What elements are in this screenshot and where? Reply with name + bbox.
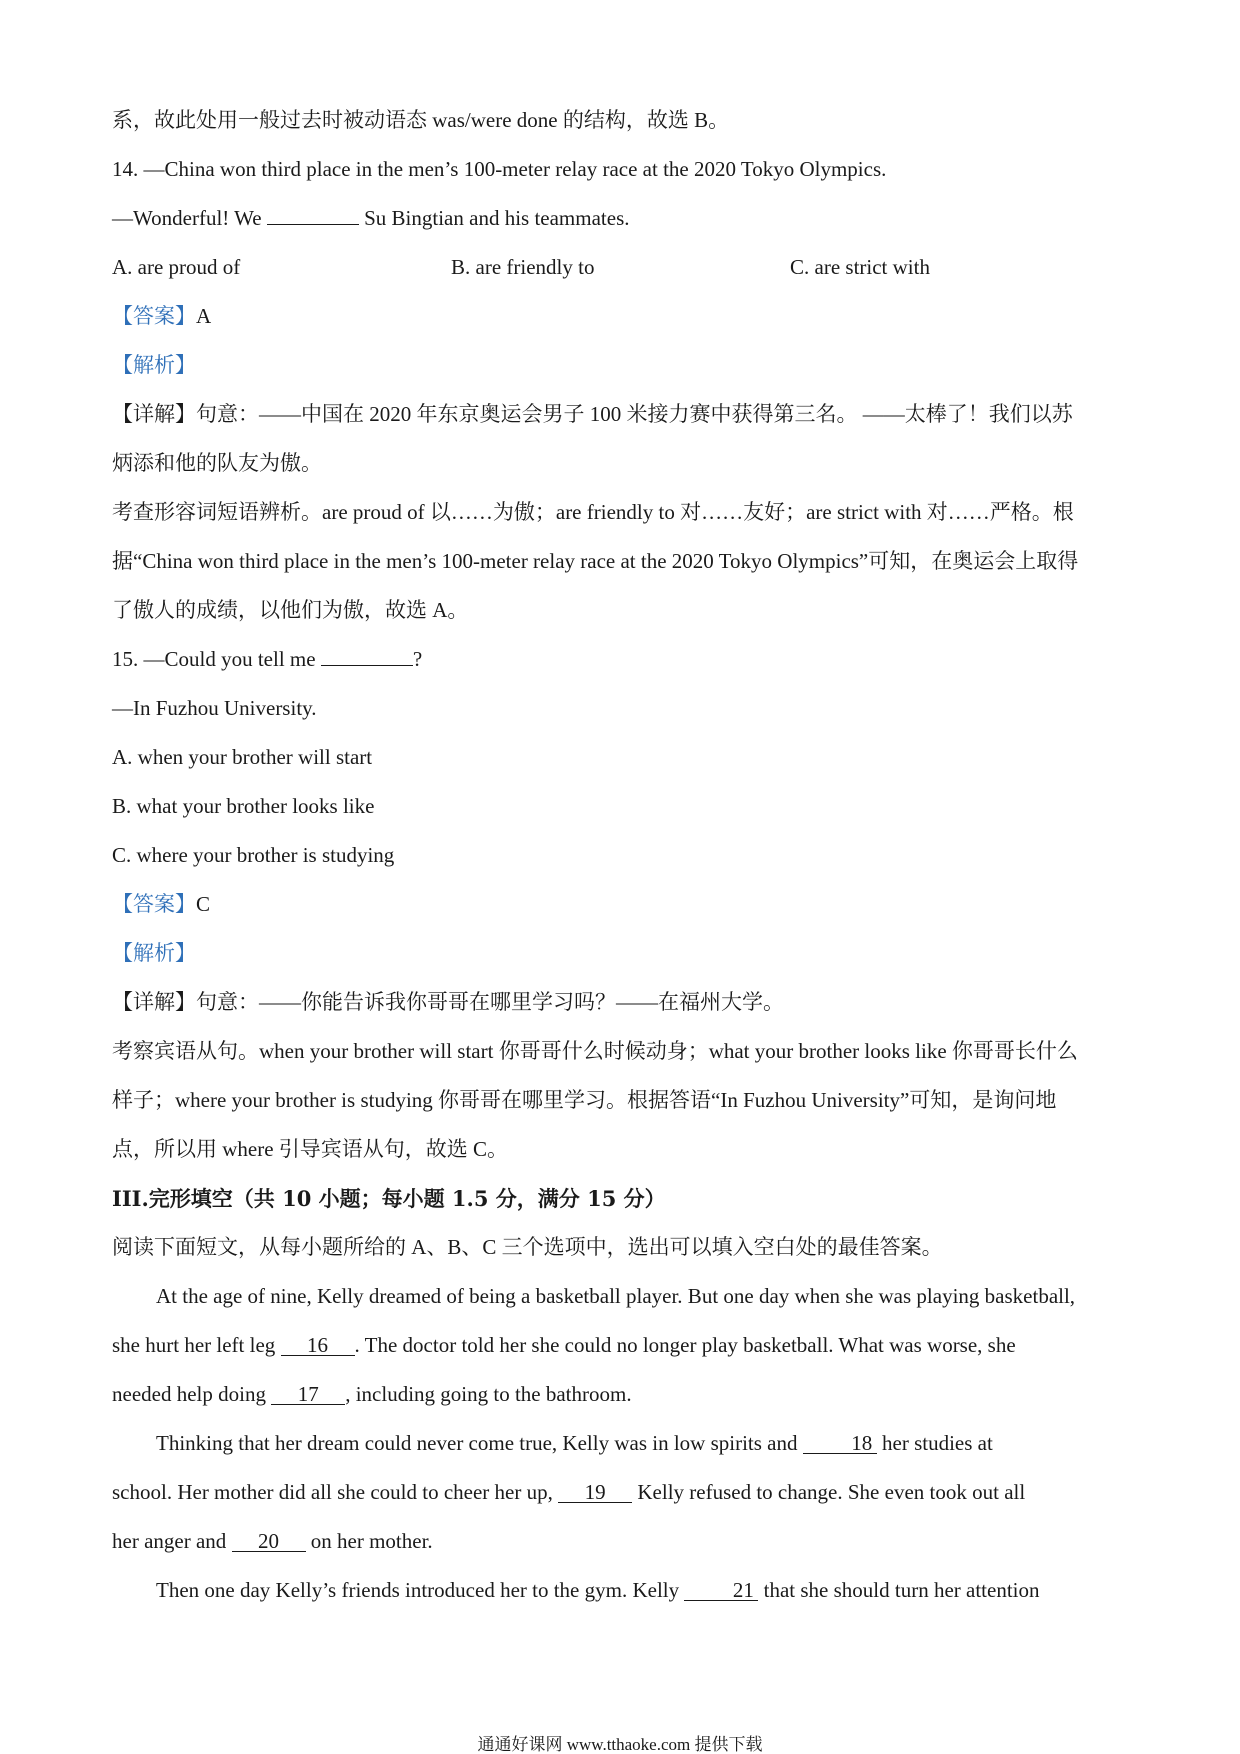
question-15-detail (112, 978, 1128, 1027)
passage-text: school. Her mother did all she could to cheer her up, (112, 1480, 553, 1504)
passage-line (112, 1517, 1128, 1566)
passage-text: needed help doing (112, 1382, 266, 1406)
reply-text: Su Bingtian and his teammates. (364, 206, 630, 230)
passage-line (112, 1370, 1128, 1419)
text-line: 点，所以用 where 引导宾语从句，故选 C。 (112, 1137, 509, 1161)
instruction: 阅读下面短文，从每小题所给的 A、B、C 三个选项中，选出可以填入空白处的最佳答案。 (112, 1235, 943, 1259)
question-15-answer (112, 880, 1128, 929)
text-line: 了傲人的成绩，以他们为傲，故选 A。 (112, 598, 469, 622)
passage-text: Kelly refused to change. She even took out all (637, 1480, 1026, 1504)
answer-value: A (196, 304, 212, 328)
question-14-reply (112, 194, 1128, 243)
page-footer: 通通好课网 www.tthaoke.com 提供下载 (477, 1735, 763, 1754)
detail-text: 句意：——中国在 2020 年东京奥运会男子 100 米接力赛中获得第三名。 ——太棒了！我们以苏 (196, 402, 1073, 426)
passage-text: she hurt her left leg (112, 1333, 276, 1357)
question-15-reply: —In Fuzhou University. (112, 696, 317, 720)
text-line: 系，故此处用一般过去时被动语态 was/were done 的结构，故选 B。 (112, 108, 730, 132)
answer-blank (267, 224, 359, 225)
text-line: 样子；where your brother is studying 你哥哥在哪里学习。根据答语“In Fuzhou University”可知，是询问地 (112, 1088, 1057, 1112)
detail-tag: 【详解】 (112, 402, 196, 426)
passage-text: Thinking that her dream could never come true, Kelly was in low spirits and (156, 1431, 798, 1455)
option-c: C. are strict with (790, 255, 930, 279)
passage-text: that she should turn her attention (763, 1578, 1040, 1602)
answer-blank (321, 665, 413, 666)
option-b: B. are friendly to (451, 255, 595, 279)
stem-text: ? (412, 647, 423, 671)
text-line: 炳添和他的队友为傲。 (112, 451, 322, 475)
passage-line (112, 1419, 1128, 1468)
passage-text: , including going to the bathroom. (345, 1382, 632, 1406)
question-14-options (112, 243, 1128, 292)
analysis-tag: 【解析】 (112, 353, 196, 377)
passage-line (112, 1566, 1128, 1615)
option-a: A. are proud of (112, 255, 241, 279)
blank-21: 21 (684, 1580, 758, 1601)
option-a: A. when your brother will start (112, 745, 373, 769)
answer-tag: 【答案】 (112, 892, 196, 916)
detail-text: 句意：——你能告诉我你哥哥在哪里学习吗？——在福州大学。 (196, 990, 784, 1014)
question-14-analysis (112, 341, 1128, 390)
section-title: III.完形填空（共 10 小题；每小题 1.5 分，满分 15 分） (112, 1186, 666, 1211)
text-line: 据“China won third place in the men’s 100-meter relay race at the 2020 Tokyo Olympics”可知，在奥运会上取得 (112, 549, 1079, 573)
passage-text: . The doctor told her she could no longer play basketball. What was worse, she (354, 1333, 1016, 1357)
blank-18: 18 (803, 1433, 877, 1454)
text-line: 考查形容词短语辨析。are proud of 以……为傲；are friendly to 对……友好；are strict with 对……严格。根 (112, 500, 1074, 524)
question-14-stem: 14. —China won third place in the men’s 100-meter relay race at the 2020 Tokyo Olympics. (112, 157, 887, 181)
passage-line: At the age of nine, Kelly dreamed of being a basketball player. But one day when she was playing basketball, (156, 1284, 1076, 1308)
blank-19: 19 (558, 1482, 632, 1503)
analysis-tag: 【解析】 (112, 941, 196, 965)
stem-text: 15. —Could you tell me (112, 647, 316, 671)
blank-17: 17 (271, 1384, 345, 1405)
document-page (112, 96, 1128, 1615)
option-b: B. what your brother looks like (112, 794, 375, 818)
question-14-answer (112, 292, 1128, 341)
passage-text: her anger and (112, 1529, 227, 1553)
answer-value: C (196, 892, 211, 916)
answer-tag: 【答案】 (112, 304, 196, 328)
text-line: 考察宾语从句。when your brother will start 你哥哥什么时候动身；what your brother looks like 你哥哥长什么 (112, 1039, 1078, 1063)
question-15-analysis (112, 929, 1128, 978)
detail-tag: 【详解】 (112, 990, 196, 1014)
passage-text: on her mother. (310, 1529, 433, 1553)
passage-line (112, 1321, 1128, 1370)
question-15-stem (112, 635, 1128, 684)
option-c: C. where your brother is studying (112, 843, 395, 867)
reply-text: —Wonderful! We (112, 206, 262, 230)
blank-16: 16 (281, 1335, 355, 1356)
blank-20: 20 (232, 1531, 306, 1552)
passage-line (112, 1468, 1128, 1517)
passage-text: Then one day Kelly’s friends introduced her to the gym. Kelly (156, 1578, 680, 1602)
passage-text: her studies at (882, 1431, 993, 1455)
question-14-detail (112, 390, 1128, 439)
